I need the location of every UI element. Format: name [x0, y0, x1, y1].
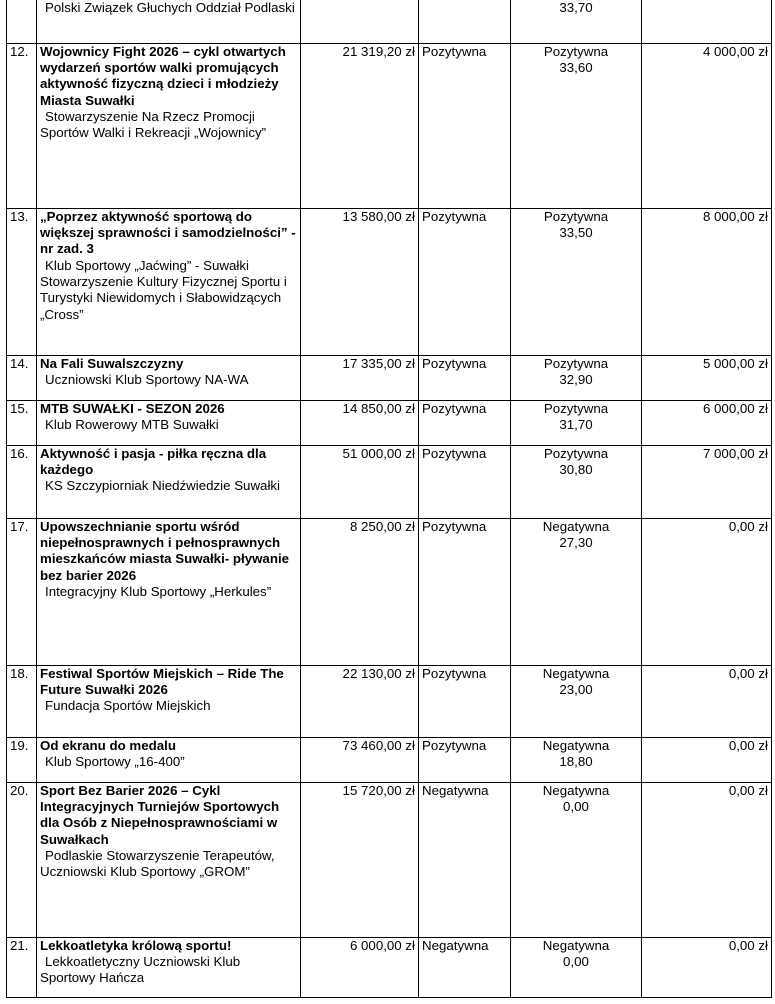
- table-row: [7, 782, 772, 937]
- task-name: Na Fali Suwalszczyzny: [40, 355, 184, 371]
- merit-label: Pozytywna: [543, 445, 609, 461]
- cell-formal-assessment: Pozytywna: [419, 518, 511, 665]
- cell-formal-assessment: Pozytywna: [419, 445, 511, 518]
- table-row: [7, 737, 772, 782]
- merit-label: Pozytywna: [543, 355, 609, 371]
- task-name: Od ekranu do medalu: [40, 737, 176, 753]
- task-name: Aktywność i pasja - piłka ręczna dla każdego: [40, 445, 267, 477]
- table-row: [7, 43, 772, 208]
- cell-task-and-applicant: [37, 445, 301, 518]
- cell-task-and-applicant: [37, 518, 301, 665]
- cell-granted-amount: 0,00 zł: [642, 737, 772, 782]
- cell-ordinal: [7, 0, 37, 43]
- cell-merit-assessment: [511, 208, 642, 355]
- applicant-name: Integracyjny Klub Sportowy „Herkules”: [45, 583, 272, 599]
- cell-merit-assessment: [511, 400, 642, 445]
- cell-granted-amount: 0,00 zł: [642, 665, 772, 737]
- cell-task-and-applicant: [37, 665, 301, 737]
- applicant-name: Lekkoatletyczny Uczniowski Klub Sportowy Hańcza: [40, 953, 241, 986]
- merit-label: Pozytywna: [543, 400, 609, 416]
- cell-formal-assessment: Negatywna: [419, 937, 511, 997]
- table-row: [7, 355, 772, 400]
- cell-task-and-applicant: [37, 355, 301, 400]
- cell-requested-amount: 51 000,00 zł: [301, 445, 419, 518]
- cell-ordinal: 19.: [7, 737, 37, 782]
- cell-granted-amount: 0,00 zł: [642, 782, 772, 937]
- cell-task-and-applicant: [37, 737, 301, 782]
- applicant-name: Podlaskie Stowarzyszenie Terapeutów, Uczniowski Klub Sportowy „GROM”: [40, 847, 275, 880]
- table-row: [7, 0, 772, 43]
- applicant-name: Klub Rowerowy MTB Suwałki: [45, 416, 219, 432]
- cell-task-and-applicant: [37, 0, 301, 43]
- cell-merit-assessment: [511, 518, 642, 665]
- merit-score: 0,00: [563, 953, 589, 969]
- cell-merit-assessment: [511, 355, 642, 400]
- cell-formal-assessment: Pozytywna: [419, 208, 511, 355]
- cell-granted-amount: 8 000,00 zł: [642, 208, 772, 355]
- cell-formal-assessment: Pozytywna: [419, 355, 511, 400]
- applicant-name: Polski Związek Głuchych Oddział Podlaski: [45, 0, 295, 15]
- table-row: [7, 400, 772, 445]
- cell-requested-amount: 21 319,20 zł: [301, 43, 419, 208]
- cell-merit-assessment: [511, 0, 642, 43]
- task-name: Lekkoatletyka królową sportu!: [40, 937, 232, 953]
- merit-score: 33,70: [559, 0, 593, 15]
- cell-ordinal: 12.: [7, 43, 37, 208]
- applicant-name: Klub Sportowy „16-400”: [45, 753, 185, 769]
- cell-requested-amount: 17 335,00 zł: [301, 355, 419, 400]
- merit-score: 18,80: [559, 753, 593, 769]
- applicant-name: KS Szczypiorniak Niedźwiedzie Suwałki: [45, 478, 281, 494]
- merit-score: 33,50: [559, 224, 593, 240]
- cell-granted-amount: [642, 0, 772, 43]
- merit-score: 31,70: [559, 416, 593, 432]
- merit-label: Negatywna: [542, 518, 610, 534]
- applicant-name: Uczniowski Klub Sportowy NA-WA: [45, 371, 249, 387]
- task-name: Sport Bez Barier 2026 – Cykl Integracyjnych Turniejów Sportowych dla Osób z Niepełnosprawnościami w Suwałkach: [40, 782, 280, 847]
- merit-label: Negatywna: [542, 737, 610, 753]
- merit-label: Pozytywna: [543, 43, 609, 59]
- cell-requested-amount: 14 850,00 zł: [301, 400, 419, 445]
- merit-score: 33,60: [559, 59, 593, 75]
- cell-merit-assessment: [511, 782, 642, 937]
- table-row: [7, 665, 772, 737]
- merit-label: Pozytywna: [543, 208, 609, 224]
- merit-label: Negatywna: [542, 665, 610, 681]
- cell-granted-amount: 0,00 zł: [642, 937, 772, 997]
- cell-task-and-applicant: [37, 782, 301, 937]
- cell-granted-amount: 0,00 zł: [642, 518, 772, 665]
- merit-score: 32,90: [559, 371, 593, 387]
- grant-evaluation-table: [6, 0, 772, 998]
- cell-ordinal: 21.: [7, 937, 37, 997]
- merit-score: 0,00: [563, 798, 589, 814]
- cell-formal-assessment: Pozytywna: [419, 665, 511, 737]
- table-body: [7, 0, 772, 997]
- cell-task-and-applicant: [37, 43, 301, 208]
- table-row: [7, 445, 772, 518]
- cell-granted-amount: 7 000,00 zł: [642, 445, 772, 518]
- cell-ordinal: 20.: [7, 782, 37, 937]
- table-row: [7, 208, 772, 355]
- cell-requested-amount: [301, 0, 419, 43]
- cell-requested-amount: 15 720,00 zł: [301, 782, 419, 937]
- cell-task-and-applicant: [37, 208, 301, 355]
- cell-granted-amount: 6 000,00 zł: [642, 400, 772, 445]
- cell-merit-assessment: [511, 43, 642, 208]
- cell-ordinal: 15.: [7, 400, 37, 445]
- task-name: „Poprzez aktywność sportową do większej sprawności i samodzielności” - nr zad. 3: [40, 208, 296, 257]
- merit-score: 27,30: [559, 534, 593, 550]
- cell-ordinal: 17.: [7, 518, 37, 665]
- cell-task-and-applicant: [37, 400, 301, 445]
- cell-requested-amount: 6 000,00 zł: [301, 937, 419, 997]
- cell-formal-assessment: Pozytywna: [419, 43, 511, 208]
- task-name: Festiwal Sportów Miejskich – Ride The Future Suwałki 2026: [40, 665, 284, 697]
- cell-granted-amount: 4 000,00 zł: [642, 43, 772, 208]
- cell-requested-amount: 8 250,00 zł: [301, 518, 419, 665]
- merit-label: Negatywna: [542, 937, 610, 953]
- cell-requested-amount: 22 130,00 zł: [301, 665, 419, 737]
- cell-formal-assessment: [419, 0, 511, 43]
- merit-label: Negatywna: [542, 782, 610, 798]
- table-row: [7, 518, 772, 665]
- merit-score: 23,00: [559, 681, 593, 697]
- task-name: Wojownicy Fight 2026 – cykl otwartych wydarzeń sportów walki promujących aktywność fizyczną dzieci i młodzieży Miasta Suwałki: [40, 43, 286, 108]
- cell-ordinal: 14.: [7, 355, 37, 400]
- cell-ordinal: 13.: [7, 208, 37, 355]
- cell-ordinal: 16.: [7, 445, 37, 518]
- cell-merit-assessment: [511, 665, 642, 737]
- task-name: Upowszechnianie sportu wśród niepełnosprawnych i pełnosprawnych mieszkańców miasta Suwałki- pływanie bez barier 2026: [40, 518, 290, 583]
- cell-requested-amount: 13 580,00 zł: [301, 208, 419, 355]
- table-row: [7, 937, 772, 997]
- cell-formal-assessment: Pozytywna: [419, 400, 511, 445]
- applicant-name: Klub Sportowy „Jaćwing” - Suwałki Stowarzyszenie Kultury Fizycznej Sportu i Turystyki Niewidomych i Słabowidzących „Cross”: [40, 257, 287, 322]
- cell-merit-assessment: [511, 937, 642, 997]
- applicant-name: Fundacja Sportów Miejskich: [45, 698, 211, 714]
- cell-formal-assessment: Negatywna: [419, 782, 511, 937]
- task-name: MTB SUWAŁKI - SEZON 2026: [40, 400, 225, 416]
- cell-formal-assessment: Pozytywna: [419, 737, 511, 782]
- cell-granted-amount: 5 000,00 zł: [642, 355, 772, 400]
- applicant-name: Stowarzyszenie Na Rzecz Promocji Sportów Walki i Rekreacji „Wojownicy”: [40, 108, 267, 141]
- cell-task-and-applicant: [37, 937, 301, 997]
- merit-score: 30,80: [559, 461, 593, 477]
- cell-requested-amount: 73 460,00 zł: [301, 737, 419, 782]
- cell-merit-assessment: [511, 737, 642, 782]
- cell-merit-assessment: [511, 445, 642, 518]
- cell-ordinal: 18.: [7, 665, 37, 737]
